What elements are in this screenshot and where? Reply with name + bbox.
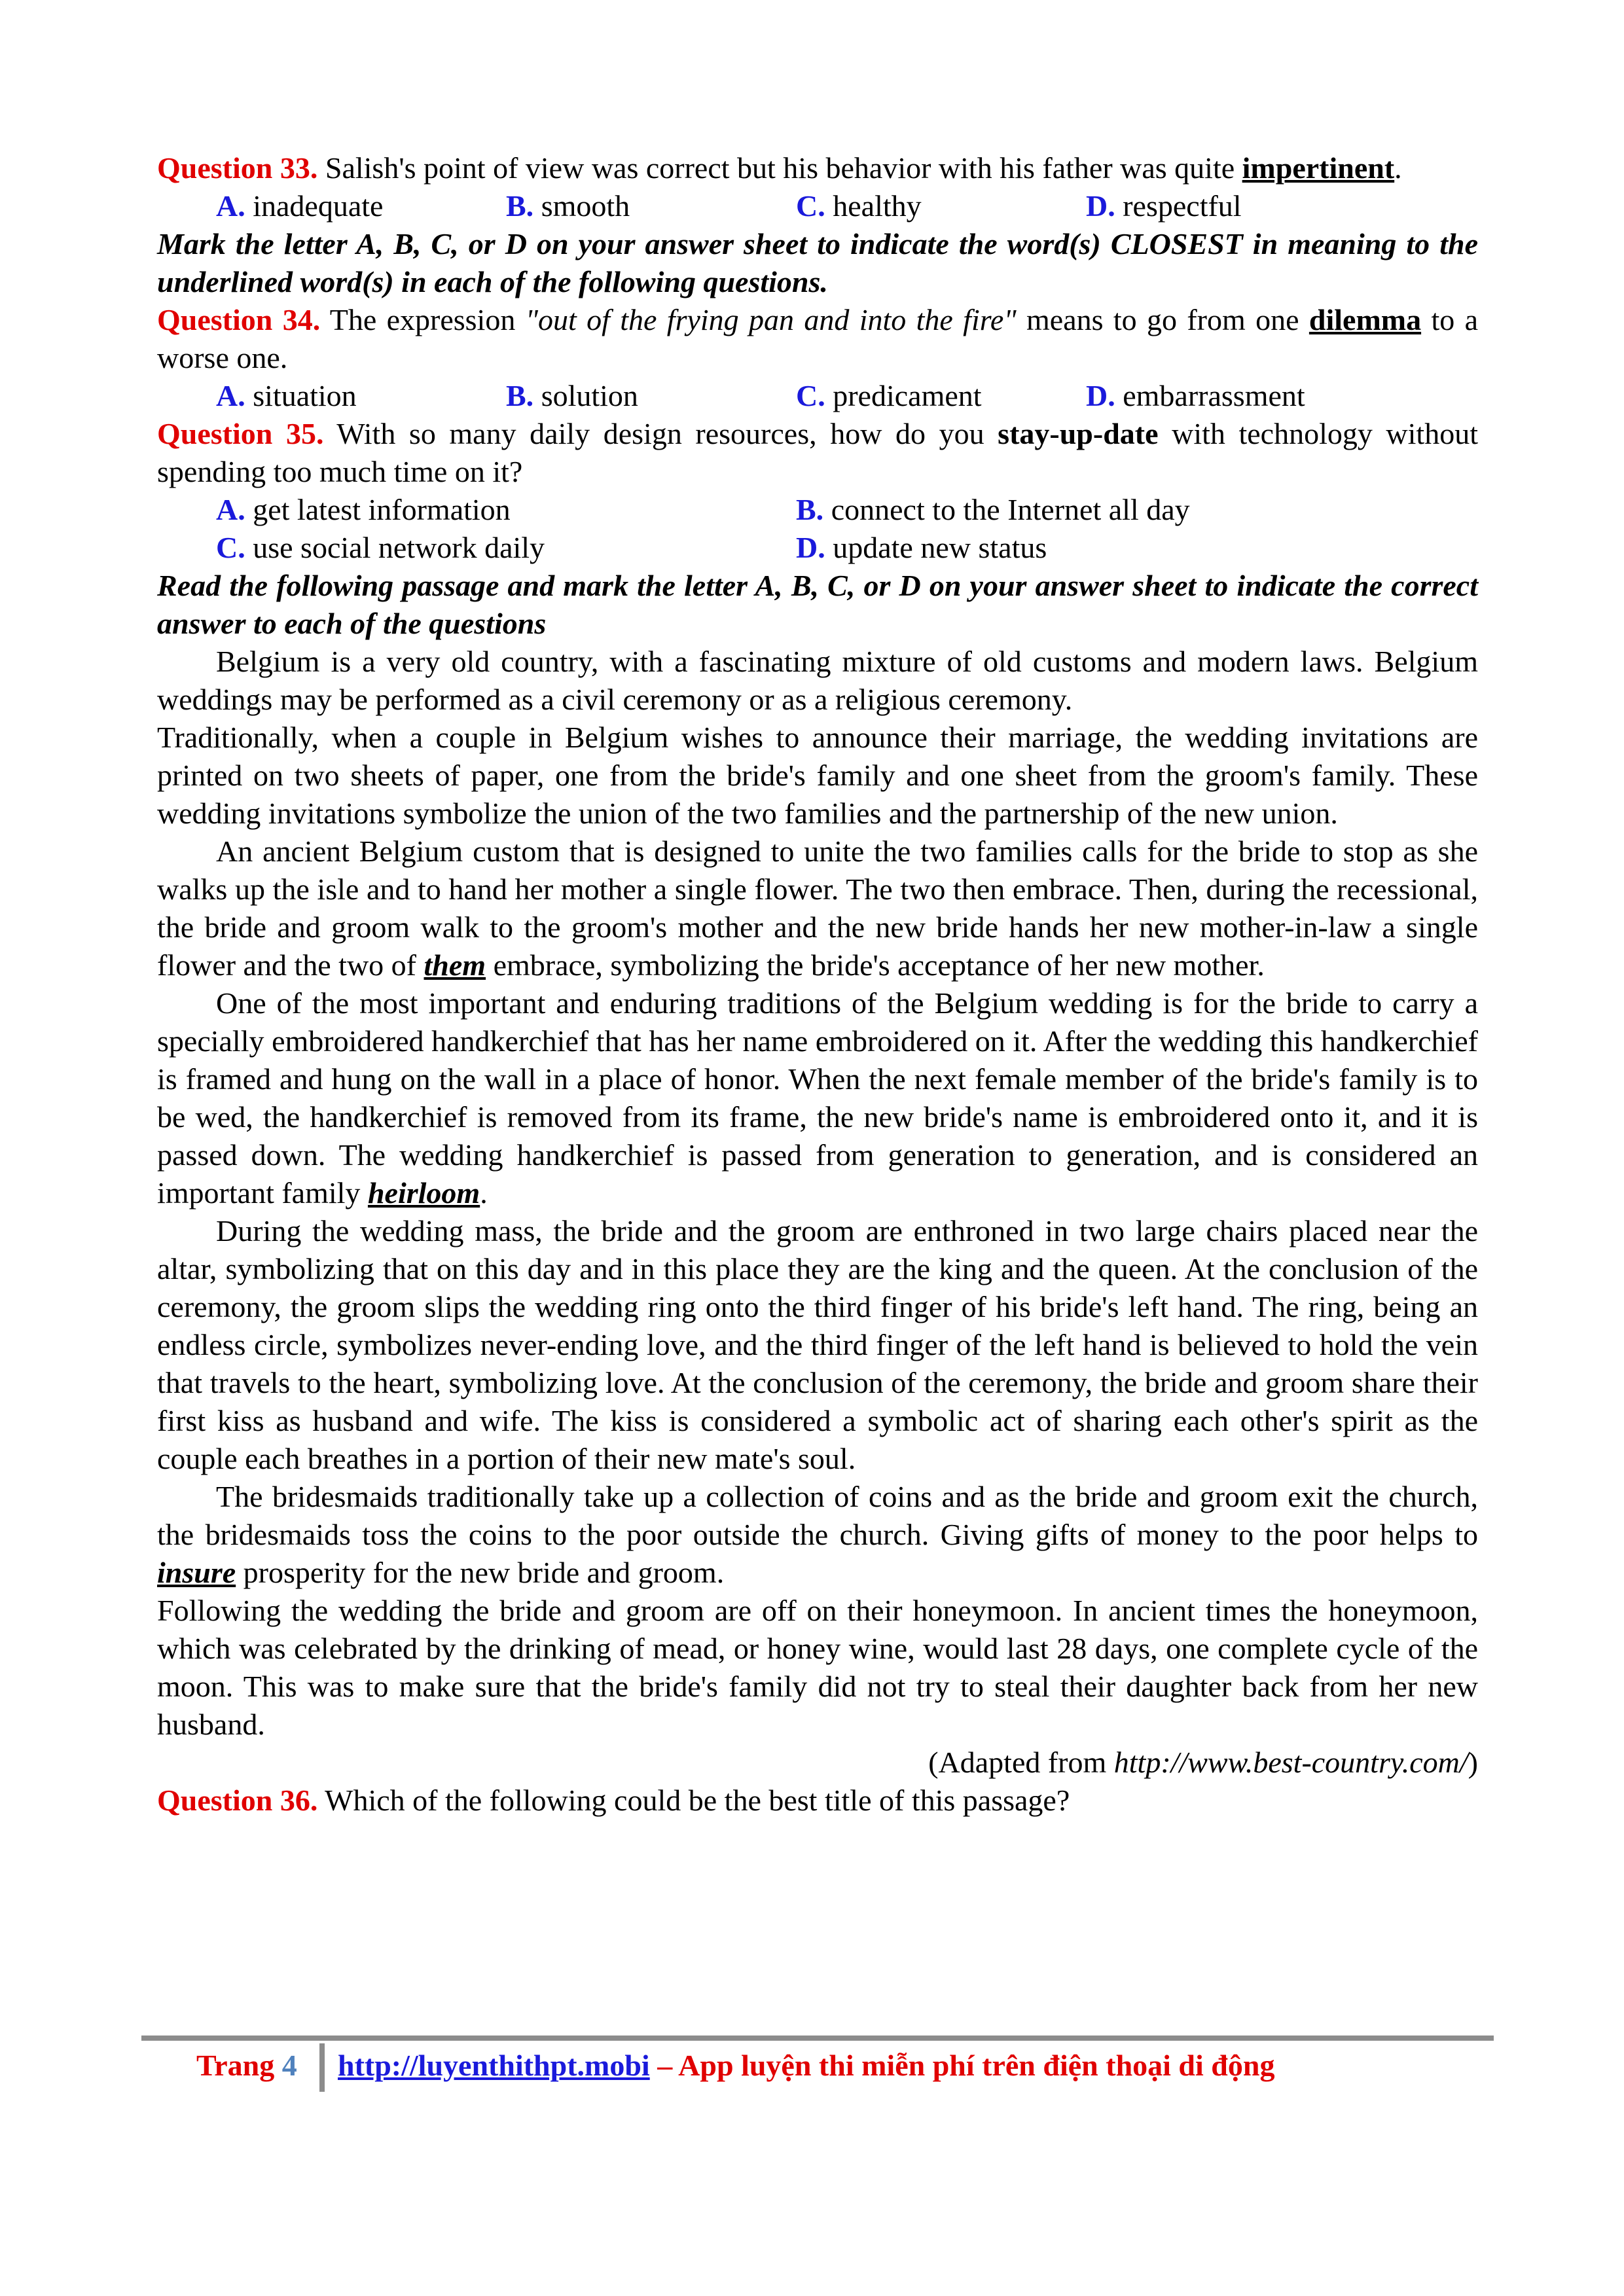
instruction-closest: Mark the letter A, B, C, or D on your answer sheet to indicate the word(s) CLOSEST in meaning to the underlined word(s) in each of the following questions.: [157, 227, 1478, 298]
source-suffix: ): [1468, 1746, 1478, 1779]
option-c[interactable]: [216, 529, 796, 567]
question-text: The expression: [320, 303, 526, 336]
page-number-label: [196, 2046, 297, 2085]
document-body: [157, 149, 1478, 1820]
option-letter: A.: [216, 493, 245, 526]
option-text: respectful: [1115, 189, 1242, 223]
option-c[interactable]: [796, 377, 1086, 415]
option-text: connect to the Internet all day: [823, 493, 1190, 526]
passage-text: embrace, symbolizing the bride's acceptance of her new mother.: [486, 948, 1265, 982]
passage-text: .: [480, 1176, 488, 1210]
underlined-keyword: them: [424, 948, 486, 982]
answer-options: [157, 377, 1478, 415]
question-number: Question 34.: [157, 303, 321, 336]
passage-text: An ancient Belgium custom that is designed to unite the two families calls for the bride to stop as she walks up the isle and to hand her mother a single flower. The two then embrace. Then, during the recessional, the bride and groom walk to the groom's mother and the new bride hands her new mother-in-law a single flower and the two of: [157, 834, 1478, 982]
passage-paragraph-3: [157, 833, 1478, 984]
option-a[interactable]: [216, 187, 506, 225]
option-b[interactable]: [796, 491, 1376, 529]
question-text: with technology without spending too much time on it?: [157, 417, 1478, 488]
option-letter: B.: [506, 379, 534, 412]
option-text: inadequate: [245, 189, 384, 223]
question-35: [157, 415, 1478, 491]
page-footer: [141, 2043, 1494, 2096]
option-letter: A.: [216, 189, 245, 223]
question-end: .: [1394, 151, 1402, 185]
option-text: situation: [245, 379, 357, 412]
option-letter: D.: [1086, 379, 1115, 412]
answer-options-row-2: [157, 529, 1478, 567]
question-text: Salish's point of view was correct but his behavior with his father was quite: [317, 151, 1242, 185]
option-d[interactable]: [796, 529, 1376, 567]
option-text: get latest information: [245, 493, 511, 526]
option-letter: A.: [216, 379, 245, 412]
option-c[interactable]: [796, 187, 1086, 225]
question-36: [157, 1782, 1478, 1820]
page-prefix: Trang: [196, 2049, 282, 2082]
bold-keyword: stay-up-date: [998, 417, 1159, 450]
passage-paragraph-1: Belgium is a very old country, with a fascinating mixture of old customs and modern laws. Belgium weddings may be performed as a civil ceremony or as a religious ceremony.: [157, 645, 1478, 716]
instruction-reading: Read the following passage and mark the letter A, B, C, or D on your answer sheet to indicate the correct answer to each of the questions: [157, 569, 1478, 640]
option-letter: C.: [796, 189, 825, 223]
option-text: update new status: [825, 531, 1047, 564]
page-number: 4: [281, 2049, 297, 2082]
question-text: Which of the following could be the best title of this passage?: [317, 1784, 1070, 1817]
underlined-keyword: impertinent: [1242, 151, 1395, 185]
option-letter: B.: [796, 493, 824, 526]
option-text: smooth: [533, 189, 630, 223]
option-d[interactable]: [1086, 187, 1376, 225]
footer-divider: [141, 2036, 1494, 2041]
question-text: to a worse one.: [157, 303, 1478, 374]
option-text: use social network daily: [245, 531, 545, 564]
option-letter: D.: [1086, 189, 1115, 223]
footer-separator: [319, 2043, 325, 2092]
option-text: embarrassment: [1115, 379, 1305, 412]
option-a[interactable]: [216, 491, 796, 529]
option-letter: B.: [506, 189, 534, 223]
option-d[interactable]: [1086, 377, 1376, 415]
passage-paragraph-7: Following the wedding the bride and groom are off on their honeymoon. In ancient times the honeymoon, which was celebrated by the drinking of mead, or honey wine, would last 28 days, one complete cycle of the moon. This was to make sure that the bride's family did not try to steal their daughter back from her new husband.: [157, 1594, 1478, 1741]
option-letter: C.: [796, 379, 825, 412]
passage-paragraph-2: Traditionally, when a couple in Belgium wishes to announce their marriage, the wedding invitations are printed on two sheets of paper, one from the bride's family and one sheet from the groom's family. These wedding invitations symbolize the union of the two families and the partnership of the new union.: [157, 721, 1478, 830]
underlined-keyword: insure: [157, 1556, 236, 1589]
question-text: With so many daily design resources, how do you: [323, 417, 998, 450]
passage-paragraph-5: During the wedding mass, the bride and the groom are enthroned in two large chairs placed near the altar, symbolizing that on this day and in this place they are the king and the queen. At the conclusion of the ceremony, the groom slips the wedding ring onto the third finger of his bride's left hand. The ring, being an endless circle, symbolizes never-ending love, and the third finger of the left hand is believed to hold the vein that travels to the heart, symbolizing love. At the conclusion of the ceremony, the bride and groom share their first kiss as husband and wife. The kiss is considered a symbolic act of sharing each other's spirit as the couple each breathes in a portion of their new mate's soul.: [157, 1214, 1478, 1475]
option-b[interactable]: [506, 377, 796, 415]
underlined-keyword: dilemma: [1308, 303, 1422, 336]
option-text: solution: [533, 379, 638, 412]
passage-text: The bridesmaids traditionally take up a collection of coins and as the bride and groom exit the church, the bridesmaids toss the coins to the poor outside the church. Giving gifts of money to the poor helps to: [157, 1480, 1478, 1551]
question-text: means to go from one: [1016, 303, 1309, 336]
passage-paragraph-6: [157, 1478, 1478, 1592]
source-prefix: (Adapted from: [928, 1746, 1114, 1779]
question-number: Question 36.: [157, 1784, 318, 1817]
option-b[interactable]: [506, 187, 796, 225]
passage-paragraph-4: [157, 984, 1478, 1212]
option-text: healthy: [825, 189, 922, 223]
option-text: predicament: [825, 379, 982, 412]
footer-link[interactable]: http://luyenthithpt.mobi: [338, 2049, 650, 2082]
question-number: Question 35.: [157, 417, 324, 450]
answer-options: [157, 187, 1478, 225]
passage-source: [157, 1744, 1478, 1782]
passage-text: prosperity for the new bride and groom.: [236, 1556, 725, 1589]
option-letter: D.: [796, 531, 825, 564]
question-33: [157, 149, 1478, 187]
footer-text: [338, 2046, 1274, 2085]
question-number: Question 33.: [157, 151, 318, 185]
quoted-expression: "out of the frying pan and into the fire": [525, 303, 1017, 336]
footer-tagline: – App luyện thi miễn phí trên điện thoại di động: [649, 2049, 1275, 2082]
underlined-keyword: heirloom: [367, 1176, 480, 1210]
passage-text: One of the most important and enduring traditions of the Belgium wedding is for the bride to carry a specially embroidered handkerchief that has her name embroidered on it. After the wedding this handkerchief is framed and hung on the wall in a place of honor. When the next female member of the bride's family is to be wed, the handkerchief is removed from its frame, the new bride's name is embroidered onto it, and it is passed down. The wedding handkerchief is passed from generation to generation, and is considered an important family: [157, 986, 1478, 1210]
option-letter: C.: [216, 531, 245, 564]
answer-options-row-1: [157, 491, 1478, 529]
question-34: [157, 301, 1478, 377]
option-a[interactable]: [216, 377, 506, 415]
source-url: http://www.best-country.com/: [1113, 1746, 1468, 1779]
